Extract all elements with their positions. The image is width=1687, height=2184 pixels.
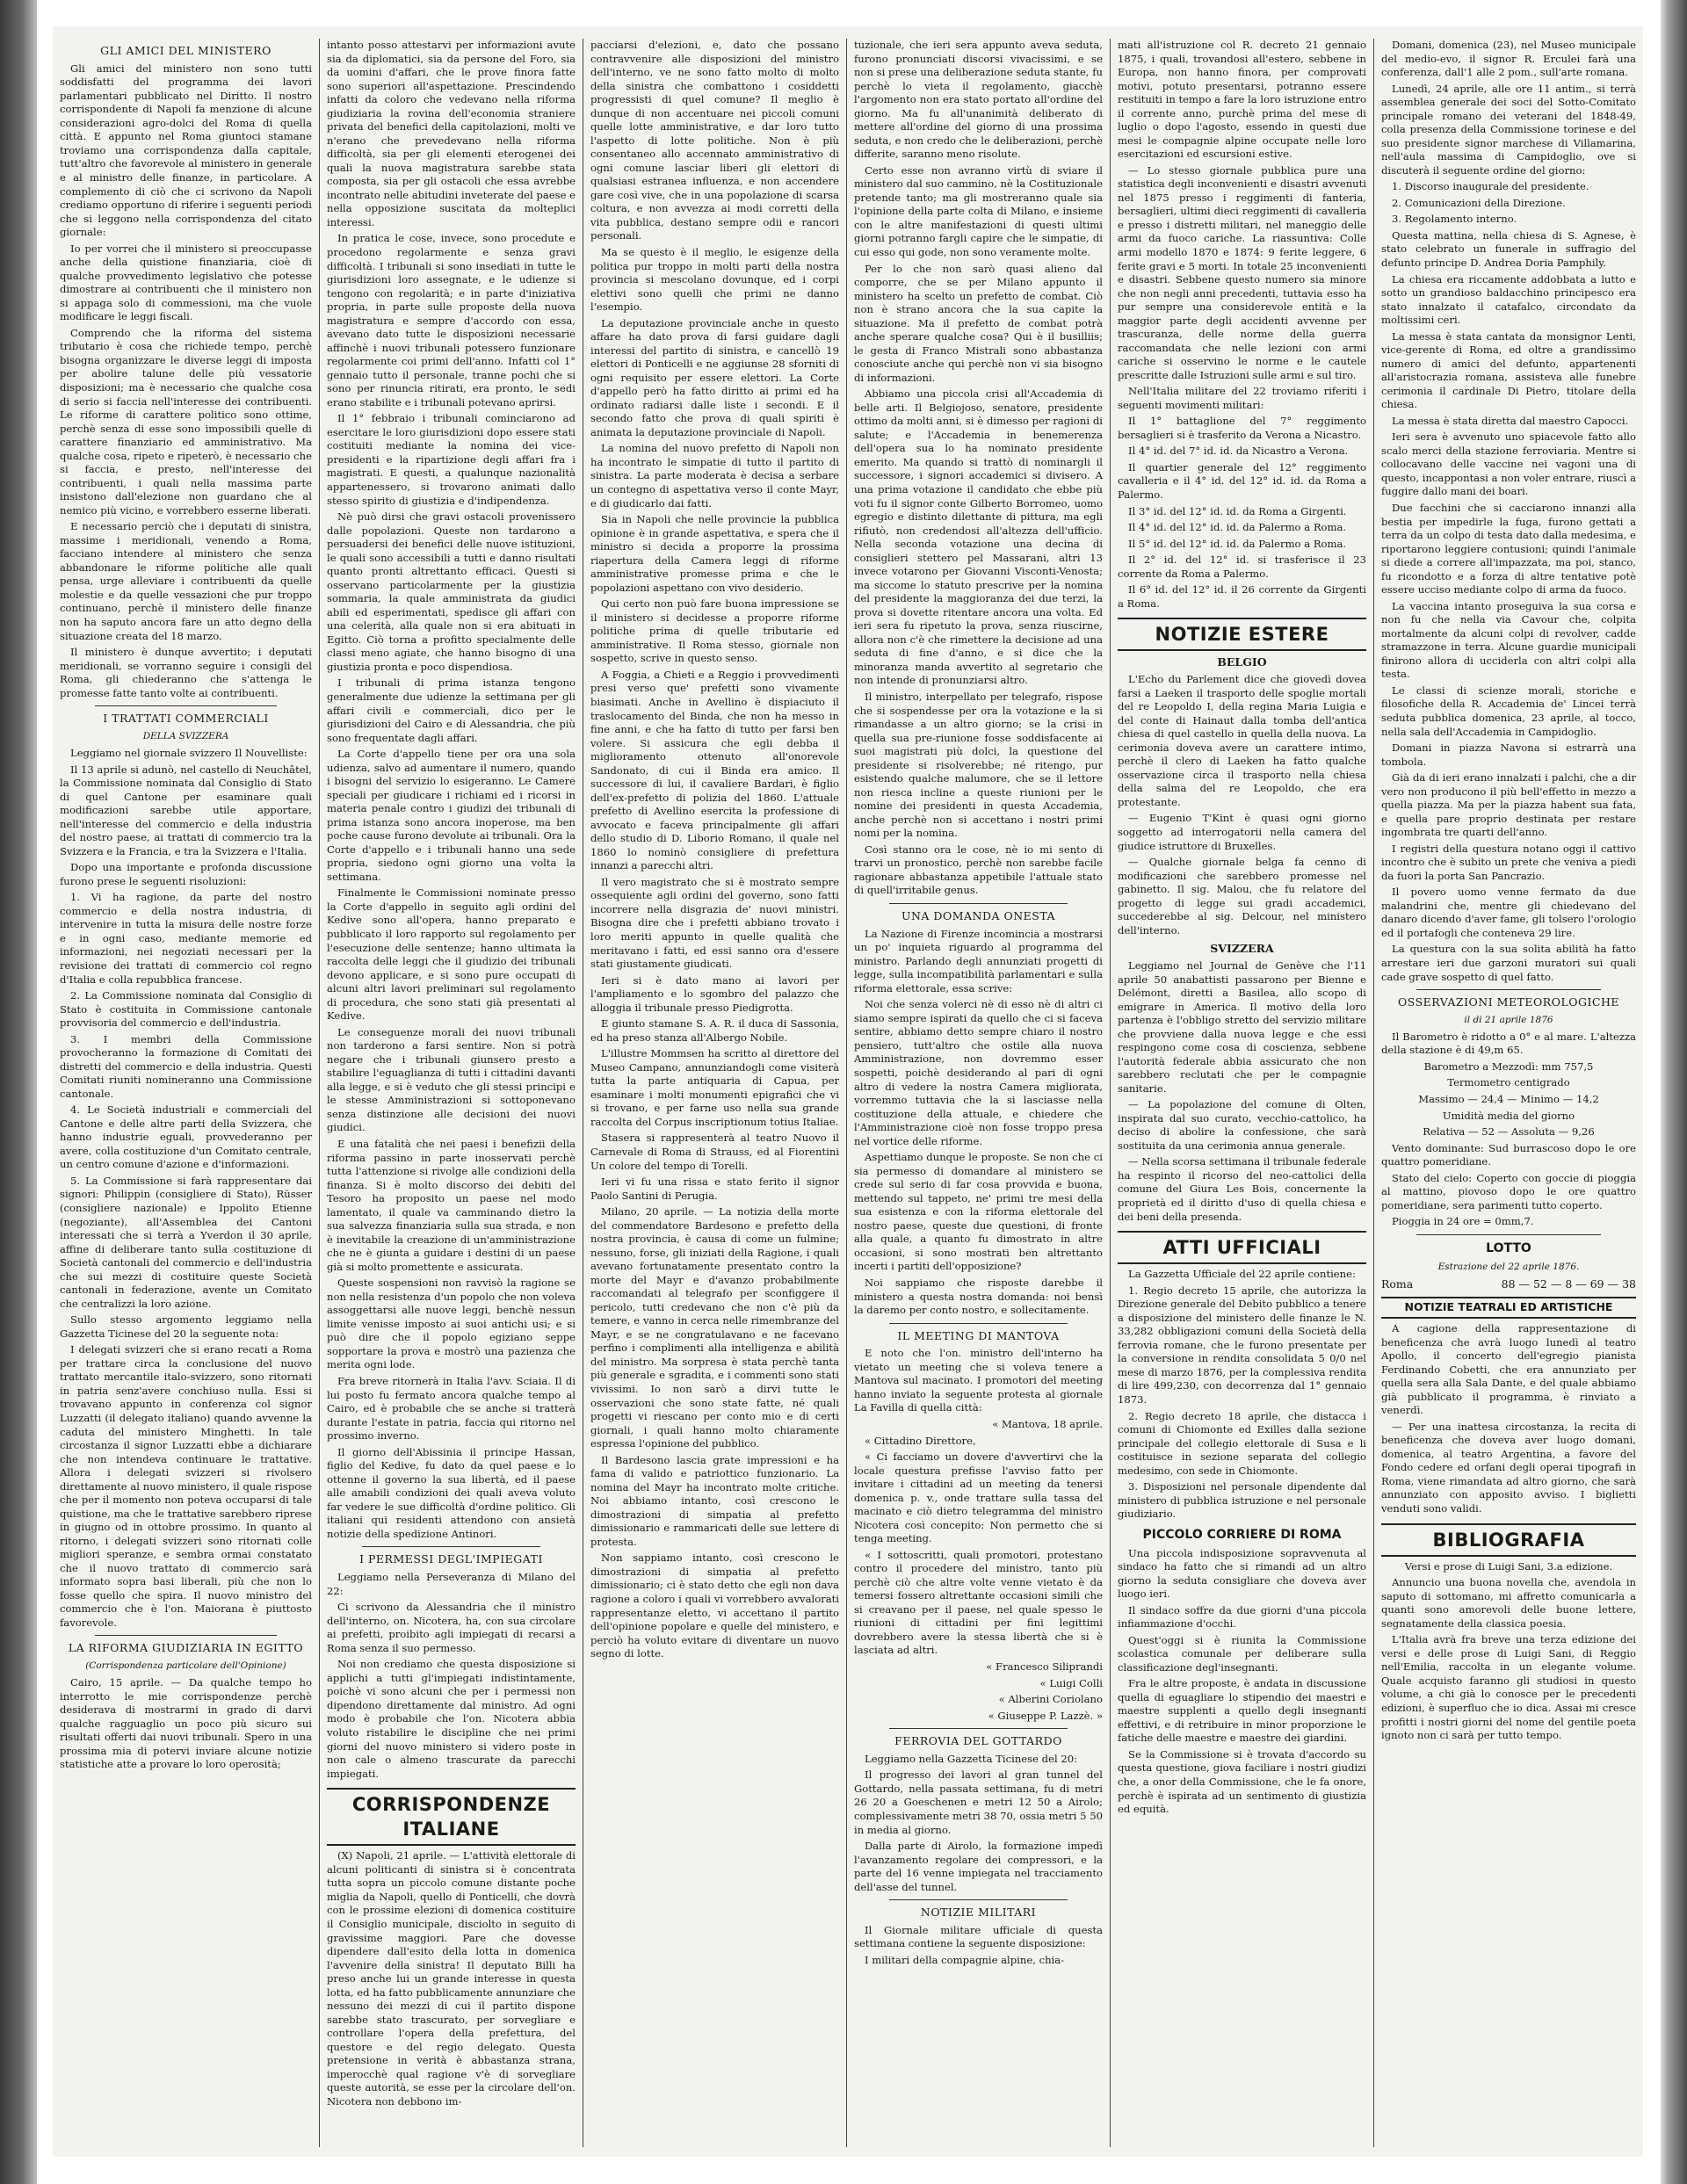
paragraph: Le classi di scienze morali, storiche e filosofiche della R. Accademia de' Lincei terrà seduta pubblica domenica, 23 aprile, al tocco, nella sala dell'Accademia in Campidoglio.	[1381, 683, 1636, 738]
paragraph: Il 1° battaglione del 7° reggimento bersaglieri si è trasferito da Verona a Nicastro.	[1118, 415, 1366, 441]
paragraph: L'Italia avrà fra breve una terza edizione dei versi e delle prose di Luigi Sani, di Reggio nell'Emilia, raccolta in un elegante volume. Quale acquisto faranno gli studiosi in questo volume, a chi già lo conosce per le precedenti edizioni, è superfluo che io dica. Assai mi cresce profitti i nostri giorni del nome del gentile poeta ignoto non ci sarà per tutto tempo.	[1381, 1633, 1636, 1742]
article-heading: I PERMESSI DEGL'IMPIEGATI	[359, 1552, 543, 1566]
paragraph: 1. Vi ha ragione, da parte del nostro commercio e della nostra industria, di intervenire in tutta la misura delle nostre forze e in ogni caso, mediante memorie ed informazioni, nei negoziati necessari per la revisione dei trattati di commercio col regno d'Italia e colla repubblica francese.	[60, 891, 312, 986]
paragraph: Il 5° id. del 12° id. id. da Palermo a Roma.	[1128, 537, 1347, 550]
separator-rule	[889, 1728, 1068, 1729]
paragraph: Non sappiamo intanto, così crescono le dimostrazioni di simpatia al prefetto dimissionario; ci è stato detto che egli non dava ragione a coloro i quali vi vorrebbero avvalorati rappresentanze eletto, vi accettano il partito dell'opinione popolare e quelle del ministero, e perciò ha voluto evitare di diventare un nuovo segno di lotte.	[590, 1551, 839, 1660]
article-heading: GLI AMICI DEL MINISTERO	[100, 44, 272, 57]
paragraph: La nomina del nuovo prefetto di Napoli non ha incontrato le simpatie di tutto il partito di sinistra. La parte moderata è decisa a serbare un contegno di aspettativa verso il conte Mayr, e di giudicarlo dai fatti.	[590, 442, 839, 510]
paragraph: 4. Le Società industriali e commerciali del Cantone e delle altre parti della Svizzera, che hanno industrie eguali, provvederanno per avere, colla costituzione d'un Comitato centrale, un centro comune d'azione e d'informazioni.	[60, 1103, 312, 1171]
article-subheading: DELLA SVIZZERA	[142, 730, 229, 741]
column-1	[53, 39, 320, 2147]
paragraph: La Nazione di Firenze incomincia a mostrarsi un po' inquieta riguardo al programma del ministro. Parlando degli annunziati progetti di legge, sulla incompatibilità parlamentari e sulla riforma elettorale, essa scrive:	[854, 927, 1103, 994]
paragraph: La messa è stata diretta dal maestro Capocci.	[1392, 414, 1629, 427]
paragraph: « I sottoscritti, quali promotori, protestano contro il procedere del ministro, tanto più perchè ciò che altre volte venne vietato è da temersi fossero altrettante occasioni simili che si creavano per il paese, nel quale spesso le riunioni di cittadini per fini legittimi dovrebbero avere la stessa libertà che si è lasciata ad altri.	[854, 1548, 1103, 1657]
article-heading: OSSERVAZIONI METEOROLOGICHE	[1397, 995, 1620, 1009]
paragraph: Se la Commissione si è trovata d'accordo su questa questione, giova faciliare i nostri giudizi che, a onor della Commissione, che le fa onore, perchè è ispirata ad un sentimento di giustizia ed equità.	[1118, 1747, 1366, 1816]
weather-reading: Relativa — 52 — Assoluta — 9,26	[1423, 1125, 1595, 1139]
paragraph: Fra le altre proposte, è andata in discussione quella di eguagliare lo stipendio dei maestri e maestre supplenti a quello degli insegnanti effettivi, e di retribuire in minor proporzione le fatiche delle maestre e maestre dei giardini.	[1118, 1677, 1366, 1745]
paragraph: Il 3° id. del 12° id. id. da Roma a Girgenti.	[1128, 504, 1347, 517]
paragraph: La deputazione provinciale anche in questo affare ha dato prova di farsi guidare dagli interessi del partito di sinistra, e cancellò 19 elettori di Ponticelli e ne aggiunse 28 sforniti di ogni requisito per essere elettori. La Corte d'appello però ha fatto diritto ai primi ed ha ordinato radiarsi dalle liste i secondi. E il secondo fatto che prova di quali spiriti è animata la deputazione provinciale di Napoli.	[590, 316, 839, 438]
paragraph: Due facchini che si cacciarono innanzi alla bestia per impedirle la fuga, furono gettati a terra da un colpo di testa dato dalla medesima, e riportarono leggiere contusioni; quindi l'animale si diede a correre all'impazzata, ma poi, stanco, fu ricondotto e a forza di altre tentative potè essere ucciso mediante colpo di arma da fuoco.	[1381, 502, 1636, 597]
paragraph: Sullo stesso argomento leggiamo nella Gazzetta Ticinese del 20 la seguente nota:	[60, 1313, 312, 1340]
signature: « Alberini Coriolano	[998, 1693, 1103, 1706]
paragraph: Fra breve ritornerà in Italia l'avv. Sciaia. Il di lui posto fu fermato ancora qualche tempo al Cairo, ed è probabile che se anche si tratterà durante l'estate in patria, faccia qui ritorno nel prossimo inverno.	[327, 1375, 576, 1443]
paragraph: Il sindaco soffre da due giorni d'una piccola infiammazione d'occhi.	[1118, 1603, 1366, 1631]
lotto-row	[1381, 1277, 1636, 1292]
weather-label: Termometro centigrado	[1447, 1076, 1570, 1089]
paragraph: 2. Regio decreto 18 aprile, che distacca i comuni di Chiomonte ed Exilles dalla sezione principale del collegio elettorale di Susa e li costituisce in sezione separata del collegio medesimo, con sede in Chiomonte.	[1118, 1409, 1366, 1477]
signature: « Luigi Colli	[1039, 1676, 1103, 1689]
paragraph: Domani in piazza Navona si estrarrà una tombola.	[1381, 741, 1636, 768]
paragraph: Noi che senza volerci nè di esso nè di altri ci siamo sempre ispirati da quello che ci si faceva sentire, abbiamo detto sempre chiaro il nostro pensiero, tutt'altro che ostile alla nuova Amministrazione, non dovremmo esser sospetti, poichè desiderando al pari di ogni altro di vedere la nostra Camera migliorata, vorremmo tuttavia che la si lasciasse nella costituzione della attuale, e chiedere che l'Amministrazione cioè non fosse troppo presa nel vortice delle riforme.	[854, 998, 1103, 1147]
paragraph: Il Bardesono lascia grate impressioni e ha fama di valido e patriottico funzionario. La nomina del Mayr ha incontrato molte critiche. Noi abbiamo intanto, così crescono le dimostrazioni di simpatia al prefetto dimissionario e rammaricati delle sue lettere di protesta.	[590, 1453, 839, 1548]
paragraph: Questa mattina, nella chiesa di S. Agnese, è stato celebrato un funerale in suffragio del defunto principe D. Andrea Doria Pamphily.	[1381, 228, 1636, 269]
paragraph: Milano, 20 aprile. — La notizia della morte del commendatore Bardesono e prefetto della nostra provincia, è causa di come un fulmine; nessuno, forse, gli iniziati della Ragione, i quali avevano fortunatamente presentato contro la morte del Mayr e d'avanzo probabilmente raccomandati al telegrafo per sconfiggere il pericolo, tutti credevano che non c'è più da temere, e vanno in cerca nelle rimembranze del Mayr, e se ne congratulavano e ne facevano perfino i complimenti alla intelligenza e abilità del ministro. Ma sorpresa è stata perchè tanta più generale e sgradita, e i commenti sono stati vivissimi. Io non sarò a dirvi tutte le osservazioni che sono state fatte, né quali progetti vi riescano per conto mio e di certi giornali, i quali hanno molto chiaramente espressa l'opinione del pubblico.	[590, 1205, 839, 1450]
paragraph: E noto che l'on. ministro dell'interno ha vietato un meeting che si voleva tenere a Mantova sul macinato. I promotori del meeting hanno inviato la seguente protesta al giornale La Favilla di quella città:	[854, 1347, 1103, 1414]
section-heading: NOTIZIE ESTERE	[1118, 618, 1366, 651]
paragraph: Il 4° id. del 7° id. id. da Nicastro a Verona.	[1128, 445, 1349, 458]
column-6	[1374, 39, 1643, 2147]
list-item: 2. Comunicazioni della Direzione.	[1392, 196, 1566, 209]
paragraph: Vento dominante: Sud burrascoso dopo le ore quattro pomeridiane.	[1381, 1141, 1636, 1168]
paragraph: Noi non crediamo che questa disposizione si applichi a tutti gl'impiegati indistintamente, poichè vi sono alcuni che per i permessi non dipendono direttamente dal ministro. Ad ogni modo è probabile che l'on. Nicotera abbia voluto ristabilire le discipline che nei primi giorni del nuovo ministero si videro poste in non cale o almeno trascurate da parecchi impiegati.	[327, 1658, 576, 1780]
column-4	[847, 39, 1111, 2147]
newspaper-page	[53, 26, 1643, 2157]
section-heading: NOTIZIE TEATRALI ED ARTISTICHE	[1381, 1297, 1636, 1319]
letter-salutation: « Cittadino Direttore,	[865, 1434, 976, 1447]
paragraph: La chiesa era riccamente addobbata a lutto e sotto un grandioso baldacchino principesco era stato innalzato il catafalco, circondato da moltissimi ceri.	[1381, 272, 1636, 327]
paragraph: I militari della compagnie alpine, chia-	[865, 1954, 1065, 1966]
signature: « Giuseppe P. Lazzè. »	[988, 1709, 1103, 1722]
paragraph: Il 4° id. del 12° id. id. da Palermo a Roma.	[1128, 521, 1347, 534]
paragraph: — Per una inattesa circostanza, la recita di beneficenza che doveva aver luogo domani, domenica, al teatro Argentina, a favore del Fondo cedere ed orfani degli operai tipografi in Roma, viene rimandata ad altro giorno, che sarà annunziato con apposito avviso. I biglietti venduti sono validi.	[1381, 1420, 1636, 1515]
separator-rule	[1416, 989, 1601, 990]
paragraph: Leggiamo nella Perseveranza di Milano del 22:	[327, 1571, 576, 1597]
section-heading: LOTTO	[1486, 1240, 1531, 1255]
paragraph: Una piccola indisposizione sopravvenuta al sindaco ha fatto che si rimandi ad un altro giorno la seduta consigliare che doveva aver luogo ieri.	[1118, 1546, 1366, 1601]
paragraph: L'Echo du Parlement dice che giovedì dovea farsi a Laeken il trasporto delle spoglie mortali del re Leopoldo I, della regina Maria Luigia e del conte di Hainaut dalla tomba dell'antica chiesa di quel castello in quella della nuova. La cerimonia doveva avere un carattere intimo, perchè il clero di Laeken ha fatto qualche osservazione circa il trasporto nella chiesa della salma del re Leopoldo, che era protestante.	[1118, 673, 1366, 808]
signature: « Francesco Siliprandi	[986, 1660, 1103, 1673]
paragraph: 2. La Commissione nominata dal Consiglio di Stato è costituita in Commissione cantonale provvisoria del commercio e dell'industria.	[60, 989, 312, 1030]
paragraph: Il giorno dell'Abissinia il principe Hassan, figlio del Kedive, fu dato da quel paese e lo ottenne il governo la sua libertà, ed il paese alle amabili condizioni dei quali aveva voluto far vedere le sue difficoltà d'ordine politico. Gli italiani qui residenti attendono con ansietà notizie della spedizione Antinori.	[327, 1445, 576, 1540]
separator-rule	[362, 1546, 540, 1547]
paragraph: Nè può dirsi che gravi ostacoli provenissero dalle popolazioni. Queste non tardarono a persuadersi dei benefici delle nuove istituzioni, le quali sono accessibili a tutti e danno risultati quanto pronti altrettanto efficaci. Questi si osservano particolarmente per la giustizia sommaria, la quale amministrata da giudici abili ed esperimentati, spedisce gli affari con una celerità, alla quale non si era abituati in Egitto. Ciò torna a profitto specialmente delle classi meno agiate, che hanno bisogno di una giustizia pronta e poco dispendiosa.	[327, 510, 576, 673]
separator-rule	[889, 1323, 1068, 1324]
paragraph: intanto posso attestarvi per informazioni avute sia da diplomatici, sia da persone del Foro, sia da uomini d'affari, che le prove finora fatte sono superiori all'aspettazione. Prescindendo infatti da coloro che vedevano nella riforma giudiziaria la rovina dell'economia straniere privata del benefici della capitolazioni, molti ve n'erano che prevedevano nella riforma difficoltà, sia per gli elementi eterogenei dei quali la nuova magistratura sarebbe stata composta, sia per gli ostacoli che essa avrebbe incontrato nelle abitudini inveterate del paese e nella opposizione suscitata da molteplici interessi.	[327, 39, 576, 228]
article-heading: FERROVIA DEL GOTTARDO	[894, 1734, 1062, 1748]
paragraph: La Gazzetta Ufficiale del 22 aprile contiene:	[1128, 1268, 1356, 1281]
paragraph: E giunto stamane S. A. R. il duca di Sassonia, ed ha preso stanza all'Albergo Nobile.	[590, 1017, 839, 1044]
paragraph: Queste sospensioni non ravvisò la ragione se non nella resistenza d'un popolo che non voleva assoggettarsi alle nuove leggi, benchè nessun limite venisse imposto ai suoi antichi usi; e si può dire che il popolo egiziano seppe sopportare la prova e mostrò una pazienza che merita ogni lode.	[327, 1276, 576, 1371]
paragraph: A cagione della rappresentazione di beneficenza che avrà luogo lunedì al teatro Apollo, il concerto dell'egregio pianista Ferdinando Cobetti, che era annunziato per quella sera alla Sala Dante, e del quale abbiamo già pubblicato il programma, è rinviato a venerdì.	[1381, 1322, 1636, 1417]
paragraph: Certo esse non avranno virtù di sviare il ministero dal suo cammino, nè la Costituzionale pretende tanto; ma gli mostreranno quale sia l'opinione della parte colta di Milano, e insieme con le altre manifestazioni di questi ultimi giorni potranno fargli capire che le simpatie, di cui esso qui gode, non sono veramente molte.	[854, 163, 1103, 258]
lotto-city: Roma	[1381, 1276, 1414, 1291]
scan-left-edge	[0, 0, 37, 2184]
paragraph: Il ministro, interpellato per telegrafo, rispose che si sospendesse per ora la votazione e la si rimandasse a un altro giorno; se la crisi in quella sua pre-riunione fosse soddisfacente ai suoi magistrati più dolci, la questione del presidente si risolverebbe; né ritengo, pur esistendo qualche malumore, che se il lettore non riesca incline a queste riunioni per le nomine dei presidenti in questa Accademia, anche perchè non si accettano i nostri primi nomi per la nomina.	[854, 690, 1103, 840]
section-heading: ATTI UFFICIALI	[1118, 1231, 1366, 1264]
paragraph: Il 13 aprile si adunò, nel castello di Neuchâtel, la Commissione nominata dal Consiglio di Stato di quel Cantone per esaminare quali modificazioni sarebbe utile apportare, nell'interesse del commercio e della industria del nostro paese, ai trattati di commercio tra la Svizzera e la Francia, e tra la Svizzera e l'Italia.	[60, 763, 312, 857]
paragraph: Comprendo che la riforma del sistema tributario è cosa che richiede tempo, perchè bisogna organizzare le diverse leggi di imposta per abolire talune delle più vessatorie disposizioni; ma è necessario che qualche cosa di serio si faccia nell'interesse dei contribuenti. Le riforme di carattere politico sono ottime, perchè senza di esse sono impossibili quelle di carattere finanziario ed amministrativo. Ma qualche cosa, ripeto e ripeterò, è necessario che si faccia, e presto, nell'interesse dei contribuenti, i quali nella massima parte insistono dall'elezione non guardano che al nemico più vicino, e vorrebbero esserne liberati.	[60, 326, 312, 517]
paragraph: L'illustre Mommsen ha scritto al direttore del Museo Campano, annunziandogli come visiterà tutta la parte antiquaria di Capua, per esaminare i molti monumenti epigrafici che vi si trovano, e per farne uso nella sua grande raccolta del Corpus inscriptionum totius Italiae.	[590, 1047, 839, 1128]
paragraph: Il 1° febbraio i tribunali cominciarono ad esercitare le loro giurisdizioni dopo essere stati costituiti mediante la nomina dei vice-presidenti e la ripartizione degli affari fra i magistrati. E questi, a qualunque nazionalità appartenessero, si trovarono animati dallo stesso spirito di giustizia e d'indipendenza.	[327, 412, 576, 507]
paragraph: La questura con la sua solita abilità ha fatto arrestare ieri due garzoni muratori sui quali cade grave sospetto di quel fatto.	[1381, 943, 1636, 983]
paragraph: I delegati svizzeri che si erano recati a Roma per trattare circa la conclusione del nuovo trattato mercantile italo-svizzero, sono ritornati in patria senz'avere conchiuso nulla. Essi si trovavano appunto in conferenza col signor Luzzatti (il delegato italiano) quando avvenne la caduta del ministero Minghetti. In tale circostanza il signor Luzzatti ebbe a dichiarare che non intendeva continuare le trattative. Allora i delegati svizzeri si rivolsero direttamente al nuovo ministero, il quale rispose che per il momento non poteva occuparsi di tale quistione, ma che le trattative sarebbero riprese in giugno od in ottobre prossimo. In quanto al ritorno, i delegati svizzeri sono ritornati colle migliori speranze, e sembra ormai constatato che il nuovo trattato di commercio sarà informato sopra basi liberali, più che non lo fosse quello che spira. Il nuovo ministro del commercio che è l'on. Maiorana è piuttosto favorevole.	[60, 1343, 312, 1629]
paragraph: Leggiamo nella Gazzetta Ticinese del 20:	[865, 1752, 1077, 1765]
separator-rule	[889, 1899, 1068, 1900]
country-heading: SVIZZERA	[1210, 942, 1274, 956]
paragraph: Gli amici del ministero non sono tutti soddisfatti del programma dei lavori parlamentari pubblicato nel Diritto. Il nostro corrispondente di Napoli fa menzione di alcune considerazioni agro-dolci del Roma di quella città. E appunto nel Roma giuntoci stamane troviamo una corrispondenza dalla capitale, tutt'altro che favorevole al ministero in generale e al ministro delle finanze, in particolare. A complemento di ciò che ci scrivono da Napoli crediamo opportuno di riferire i seguenti periodi che si leggono nella corrispondenza del citato giornale:	[60, 61, 312, 239]
paragraph: 1. Regio decreto 15 aprile, che autorizza la Direzione generale del Debito pubblico a tenere a disposizione del ministero delle finanze le N. 33,282 obbligazioni comuni della Società della ferrovia romane, che le furono presentate per la conversione in rendita consolidata 5 0/0 nel mese di marzo 1876, per la complessiva rendita di lire 499,230, con decorrenza dal 1° gennaio 1873.	[1118, 1284, 1366, 1406]
paragraph: Aspettiamo dunque le proposte. Se non che ci sia permesso di domandare al ministero se crede sul serio di far cosa provvida e buona, mettendo sul tappeto, ne' primi tre mesi della sua esistenza e con la riforma elettorale del nostro paese, queste due questioni, di fronte alla quale, a quanto fu dimostrato in altre occasioni, si sono mostrati ben altrettanto incerti i partiti dell'opposizione?	[854, 1151, 1103, 1273]
paragraph: Abbiamo una piccola crisi all'Accademia di belle arti. Il Belgiojoso, senatore, presidente ottimo da molti anni, si è dimesso per ragioni di salute; e l'Accademia in benemerenza dell'opera sua lo ha nominato presidente emerito. Ma quando si trattò di nominargli il successore, i signori accademici si divisero. A una prima votazione il candidato che ebbe più voti fu il signor conte Gilberto Borromeo, uomo egregio e distinto dilettante di pittura, ma egli rifiutò, non credendosi all'altezza dell'ufficio. Nella seconda votazione una decina di consiglieri stettero pel Massarani, altri 13 invece votarono per Giovanni Visconti-Venosta; ma siccome lo statuto prescrive per la nomina del presidente la maggioranza dei due terzi, la prova si dovette ritentare ancora una volta. Ed ieri sera fu ripetuto la prova, senza riuscirne, allora non c'è che rimettere la decisione ad una seduta di fine d'anno, e si dice che la minoranza manda avvertito al segretario che non intende di pronunziarsi altro.	[854, 387, 1103, 687]
paragraph: Il progresso dei lavori al gran tunnel del Gottardo, nella passata settimana, fu di metri 26 20 a Goeschenen e metri 12 50 a Airolo; complessivamente metri 38 70, ossia metri 5 50 in media al giorno.	[854, 1768, 1103, 1836]
paragraph: Leggiamo nel giornale svizzero Il Nouvelliste:	[70, 747, 308, 759]
paragraph: Pioggia in 24 ore = 0mm,7.	[1392, 1215, 1534, 1228]
paragraph: Il Barometro è ridotto a 0° e al mare. L'altezza della stazione è di 49,m 65.	[1381, 1030, 1636, 1057]
letter-date: « Mantova, 18 aprile.	[992, 1417, 1103, 1430]
separator-rule	[889, 903, 1068, 904]
paragraph: Il 6° id. del 12° id. il 26 corrente da Girgenti a Roma.	[1118, 583, 1366, 610]
paragraph: La messa è stata cantata da monsignor Lenti, vice-gerente di Roma, ed oltre a grandissimo numero di amici del defunto, appartenenti all'aristocrazia romana, assisteva alle funebre cerimonia il cardinale Di Pietro, titolare della chiesa.	[1381, 329, 1636, 411]
article-subheading: (Corrispondenza particolare dell'Opinione)	[85, 1660, 286, 1672]
article-heading: NOTIZIE MILITARI	[920, 1906, 1037, 1920]
section-heading: BIBLIOGRAFIA	[1381, 1523, 1636, 1557]
paragraph: — Eugenio T'Kint è quasi ogni giorno soggetto ad interrogatorii nella camera del giudice istruttore di Bruxelles.	[1118, 812, 1366, 852]
list-item: 1. Discorso inaugurale del presidente.	[1392, 180, 1589, 193]
paragraph: I registri della questura notano oggi il cattivo incontro che è subito un prete che veniva a piedi da fuori la porta San Pancrazio.	[1381, 842, 1636, 882]
separator-rule	[95, 1635, 277, 1636]
paragraph: mati all'istruzione col R. decreto 21 gennaio 1875, i quali, trovandosi all'estero, sebbene in Europa, non hanno finora, per comprovati motivi, potuto presentarsi, potranno essere restituiti in tempo a fare la loro istruzione entro il corrente anno, purchè prima del mese di luglio o dopo l'agosto, essendo in questi due mesi le compagnie alpine occupate nelle loro esercitazioni ed escursioni estive.	[1118, 39, 1366, 161]
paragraph: — La popolazione del comune di Olten, inspirata dal suo curato, vecchio-cattolico, ha deciso di abolire la confessione, che sarà sostituita da una cerimonia annua generale.	[1118, 1098, 1366, 1152]
paragraph: Il ministero è dunque avvertito; i deputati meridionali, se vorranno seguire i consigli del Roma, gli chiederanno che s'attenga le promesse fatte tanto volte ai contribuenti.	[60, 646, 312, 699]
column-2	[320, 39, 583, 2147]
paragraph: 3. I membri della Commissione provocheranno la formazione di Comitati dei distretti del commercio e della industria. Questi Comitati riuniti nomineranno una Commissione cantonale.	[60, 1032, 312, 1100]
lotto-numbers: 88 — 52 — 8 — 69 — 38	[1501, 1276, 1636, 1291]
paragraph: Già da di ieri erano innalzati i palchi, che a dir vero non producono il più bell'effetto in mezzo a quella piazza. Ma per la piazza habent sua fata, e quella pare proprio destinata per restare ingombrata tre quarti dell'anno.	[1381, 771, 1636, 839]
paragraph: — Qualche giornale belga fa cenno di modificazioni che sarebbero promesse nel gabinetto. Il sig. Malou, che fu relatore del progetto di legge sui gradi accademici, succederebbe al sig. Delcour, nel ministero dell'interno.	[1118, 856, 1366, 937]
paragraph: Annuncio una buona novella che, avendola in saputo di sottomano, mi affretto comunicarla a quanti sono amorevoli delle buone lettere, segnatamente della classica poesia.	[1381, 1576, 1636, 1630]
paragraph: La Corte d'appello tiene per ora una sola udienza, salvo ad aumentare il numero, quando i bisogni del servizio lo esigeranno. Le Camere speciali per giudicare i richiami ed i ricorsi in materia penale contro i giudizi dei tribunali di prima istanza sono ancora inoperose, ma ben poche cause furono devolute ai tribunali. Ora la Corte d'appello e i tribunali hanno una sede propria, siedono ogni giorno una volta la settimana.	[327, 748, 576, 883]
country-heading: BELGIO	[1217, 655, 1267, 669]
paragraph: Ieri si è dato mano ai lavori per l'ampliamento e lo sgombro del palazzo che alloggia il tribunale presso Piedigrotta.	[590, 973, 839, 1014]
separator-rule	[1416, 1234, 1601, 1235]
paragraph: E una fatalità che nei paesi i benefizii della riforma passino in parte inosservati perchè tutta l'attenzione si rivolge alle condizioni della finanza. Si è molto discorso dei debiti del Tesoro ha proposito un paese nel modo lamentato, il quale va camminando dietro la sua salvezza finanziaria sulla sua strada, e non è inevitabile la creazione di un'amministrazione che ne è giunta a guidare i destini di un paese già si molto promettente e assicurata.	[327, 1137, 576, 1273]
weather-reading: Massimo — 24,4 — Minimo — 14,2	[1418, 1093, 1599, 1105]
paragraph: Lunedì, 24 aprile, alle ore 11 antim., si terrà assemblea generale dei soci del Sotto-Comitato principale romano dei veterani del 1848-49, colla presenza della Commissione torinese e del suo presidente signor marchese di Villamarina, nell'aula massima di Campidoglio, ove si discuterà il seguente ordine del giorno:	[1381, 82, 1636, 177]
paragraph: pacciarsi d'elezioni, e, dato che possano contravvenire alle disposizioni del ministro dell'interno, ve ne sono fatto molto di molto della sinistra che combattono i cosiddetti progressisti di quel comune? Il meglio è dunque di non accentuare nei piccoli comuni quelle lotte amministrative, e dar loro tutto l'aspetto di lotte politiche. Non è più consentaneo allo accennato amministrativo di ogni comune lasciar liberi gli elettori di qualsiasi estranea influenza, e non accendere gare così vive, che in una popolazione di scarsa coltura, e non avvezza ai modi corretti della vita pubblica, destano sempre odii e rancori personali.	[590, 39, 839, 242]
weather-label: Umidità media del giorno	[1442, 1109, 1575, 1122]
article-heading: I TRATTATI COMMERCIALI	[103, 712, 269, 726]
scan-right-edge	[1661, 0, 1687, 2184]
paragraph: Dalla parte di Airolo, la formazione impedì l'avanzamento regolare dei compressori, e la parte del 16 venne impiegata nel tracciamento dell'asse del tunnel.	[854, 1840, 1103, 1893]
paragraph: Il povero uomo venne fermato da due malandrini che, mentre gli chiedevano del danaro dicendo d'aver fame, gli tolsero l'orologio ed il portafogli che conteneva 29 lire.	[1381, 886, 1636, 939]
paragraph: Nell'Italia militare del 22 troviamo riferiti i seguenti movimenti militari:	[1118, 385, 1366, 411]
paragraph: Ma se questo è il meglio, le esigenze della politica pur troppo in molti parti della nostra provincia si mescolano dovunque, ed i corpi elettivi sono quelli che primi ne danno l'esempio.	[590, 245, 839, 314]
article-subheading: Estrazione del 22 aprile 1876.	[1437, 1261, 1580, 1272]
paragraph: Ci scrivono da Alessandria che il ministro dell'interno, on. Nicotera, ha, con sua circolare ai prefetti, proibito agli impiegati di recarsi a Roma senza il suo permesso.	[327, 1601, 576, 1654]
paragraph: Quest'oggi si è riunita la Commissione scolastica comunale per deliberare sulla classificazione degl'insegnanti.	[1118, 1633, 1366, 1674]
paragraph: A Foggia, a Chieti e a Reggio i provvedimenti presi verso que' prefetti sono vivamente biasimati. Anche in Avellino è dispiaciuto il traslocamento del Binda, che non ha messo in fine anni, e che ha fatto di tutto per farsi ben volere. Si assicura che egli debba il miglioramento ottenuto all'onorevole Sandonato, di cui il Binda era amico. Il successore di lui, il cavaliere Bardari, è figlio dell'ex-prefetto di polizia del 1860. L'attuale prefetto di Avellino esercita la professione di avvocato e faceva principalmente gli affari dello studio di D. Liborio Romano, il quale nel 1860 lo nominò consigliere di prefettura innanzi a parecchi altri.	[590, 668, 839, 872]
paragraph: 3. Disposizioni nel personale dipendente dal ministero di pubblica istruzione e nel personale giudiziario.	[1118, 1480, 1366, 1521]
paragraph: Per lo che non sarò quasi alieno dal comporre, che se per Milano appunto il ministero ha scelto un prefetto de combat. Ciò non è strano ancora che la sua capite la situazione. Ma il prefetto de combat potrà anche sperare qualche cosa? Qui è il busilliis; le gesta di Franco Mistrali sono abbastanza conosciute anche qui perchè non vi sia bisogno di informazioni.	[854, 262, 1103, 384]
weather-reading: Barometro a Mezzodì: mm 757,5	[1423, 1059, 1594, 1073]
paragraph: Ieri vi fu una rissa e stato ferito il signor Paolo Santini di Perugia.	[590, 1175, 839, 1202]
paragraph: Sia in Napoli che nelle provincie la pubblica opinione è in grande aspettativa, e spera che il ministro si decida a proporre la prossima riapertura della Camera leggi di riforme amministrative promesse prima e che le popolazioni aspettano con vivo desiderio.	[590, 513, 839, 594]
paragraph: « Ci facciamo un dovere d'avvertirvi che la locale questura prefisse l'avviso fatto per invitare i cittadini ad un meeting da tenersi domenica p. v., onde trattare sulla tassa del macinato e ciò dietro telegramma del ministro Nicotera così concepito: Non permetto che si tenga meeting.	[854, 1450, 1103, 1545]
paragraph: Dopo una importante e profonda discussione furono prese le seguenti risoluzioni:	[60, 861, 312, 887]
paragraph: La vaccina intanto proseguiva la sua corsa e non fu che nella via Cavour che, colpita mortalmente da alcuni colpi di revolver, cadde stramazzone in terra. Alcune guardie municipali finirono allora di ucciderla con altri colpi alla testa.	[1381, 599, 1636, 681]
paragraph: E necessario perciò che i deputati di sinistra, massime i meridionali, venendo a Roma, facciano intendere al ministero che senza abbandonare le riforme politiche alle quali pensa, urge alleviare i contribuenti da quelle molestie e da quelle vessazioni che pur troppo continuano, perchè il ministero delle finanze non ha saputo ancora fare un atto degno della situazione creata del 18 marzo.	[60, 520, 312, 642]
article-heading: IL MEETING DI MANTOVA	[897, 1328, 1060, 1342]
paragraph: In pratica le cose, invece, sono procedute e procedono regolarmente e senza gravi difficoltà. I tribunali si sono insediati in tutte le giurisdizioni loro assegnate, e le udienze si tengono con regolarità; e in parte d'iniziativa propria, in parte sulle proposte della nuova magistratura e sempre d'accordo con essa, avevano dato tutte le disposizioni necessarie affinchè i nuovi tribunali potessero funzionare regolarmente coi primi dell'anno. Infatti col 1° gennaio tutto il personale, tranne pochi che si sono per rinuncia ritirati, era pronto, le sedi erano stabilite e i tribunali potevano aprirsi.	[327, 232, 576, 409]
column-5	[1111, 39, 1374, 2147]
paragraph: Il Giornale militare ufficiale di questa settimana contiene la seguente disposizione:	[854, 1923, 1103, 1950]
paragraph: — Lo stesso giornale pubblica pure una statistica degli inconvenienti e disastri avvenuti nel 1875 presso i reggimenti di fanteria, bersaglieri, ultimi dieci reggimenti di cavalleria e presso i distretti militari, nel maneggio delle armi da fuoco cariche. La riassuntiva: Colle armi modello 1870 e 1874: 9 ferite leggere, 6 ferite gravi e 5 morti. In totale 25 inconvenienti e disastri. Sebbene questo numero sia minore che non negli anni precedenti, tuttavia esso ha pur sempre una considerevole entità e la maggior parte degli accidenti avvenne per trascuranza, delle norme della guerra raccomandata che nelle lezioni con armi cariche si osservino le norme e le cautele prescritte dalle Istruzioni sulle armi e sul tiro.	[1118, 163, 1366, 381]
paragraph: I tribunali di prima istanza tengono generalmente due udienze la settimana per gli affari civili e commerciali, dico per le giurisdizioni del Cairo e di Alessandria, che più sono frequentate dagli affari.	[327, 676, 576, 744]
paragraph: Domani, domenica (23), nel Museo municipale del medio-evo, il signor R. Erculei farà una conferenza, dall'1 alle 2 pom., sull'arte romana.	[1381, 39, 1636, 79]
article-heading: UNA DOMANDA ONESTA	[901, 908, 1056, 922]
paragraph: — Nella scorsa settimana il tribunale federale ha respinto il ricorso del neo-cattolici della comune del Giura Les Bois, concernente la proprietà ed il diritto d'uso di quella chiesa e dei beni della presenda.	[1118, 1155, 1366, 1223]
list-item: 3. Regolamento interno.	[1392, 213, 1517, 226]
paragraph: Leggiamo nel Journal de Genève che l'11 aprile 50 anabattisti passarono per Bienne e Delémont, diretti a Basilea, allo scopo di emigrare in America. Il motivo della loro partenza è l'obbligo stretto del servizio militare che provviene dalla nuova legge e che essi respingono come cosa di coscienza, sebbene l'autorità federale abbia assicurato che non sarebbero reclutati che per le compagnie sanitarie.	[1118, 958, 1366, 1095]
paragraph: Qui certo non può fare buona impressione se il ministero si decidesse a proporre riforme politiche prima di quelle tributarie ed amministrative. Il Roma stesso, giornale non sospetto, scrive in questo senso.	[590, 597, 839, 665]
article-heading: LA RIFORMA GIUDIZIARIA IN EGITTO	[68, 1641, 304, 1655]
paragraph: Cairo, 15 aprile. — Da qualche tempo ho interrotto le mie corrispondenze perchè desiderava di mostrarmi in grado di darvi qualche ragguaglio un poco più sicuro sui risultati offerti dai nuovi tribunali. Spero in una prossima mia di potervi inviare alcune notizie statistiche atte a provare lo loro operosità;	[60, 1676, 312, 1771]
paragraph: Noi sappiamo che risposte darebbe il ministero a questa nostra domanda: noi bensì la daremo per conto nostro, e sollecitamente.	[854, 1276, 1103, 1317]
paragraph: 5. La Commissione si farà rappresentare dai signori: Philippin (consigliere di Stato), Rüsser (consigliere nazionale) e Ippolito Etienne (negoziante), all'Assemblea dei Cantoni interessati che si terrà a Yverdon il 30 aprile, affine di deliberare tanto sulla costituzione di Società cantonali del commercio e dell'industria che sui mezzi di costituire queste Società cantonali in federazione, avente un Comitato che centralizzi la loro azione.	[60, 1174, 312, 1310]
paragraph: Io per vorrei che il ministero si preoccupasse anche della quistione finanziaria, cioè di qualche provvedimento legislativo che potesse dimostrare ai contribuenti che il ministero non si appaga solo di commessioni, ma che vuole modificare le leggi fiscali.	[60, 242, 312, 323]
column-container	[53, 39, 1643, 2147]
paragraph: Così stanno ora le cose, nè io mi sento di trarvi un pronostico, perchè non sarebbe facile ragionare abbastanza appetibile l'attuale stato di quell'irritabile genus.	[854, 843, 1103, 897]
paragraph: Le conseguenze morali dei nuovi tribunali non tarderono a farsi sentire. Non si potrà negare che i tribunali giunsero presto a stabilire l'eguaglianza di tutti i cittadini davanti alla legge, e si è veduto che gli stessi principi e le stesse Amministrazioni si sottoponevano senza distinzione alle decisioni dei nuovi giudici.	[327, 1025, 576, 1134]
paragraph: Il quartier generale del 12° reggimento cavalleria e il 4° id. del 12° id. id. da Roma a Palermo.	[1118, 460, 1366, 501]
column-3	[583, 39, 847, 2147]
paragraph: (X) Napoli, 21 aprile. — L'attività elettorale di alcuni politicanti di sinistra si è concentrata tutta sopra un piccolo comune distante poche miglia da Napoli, quello di Ponticelli, che dovrà con le prossime elezioni di domenica costituire il Consiglio municipale, disciolto in seguito di gravissime maggiori. Pare che dovesse dipendere dall'esito della lotta in domenica l'avvenire della sinistra! Il deputato Billi ha preso anche lui un grande interesse in questa lotta, ed ha fatto pubblicamente annunziare che nessuno dei mezzi di cui il partito dispone sarebbe stato trascurato, per sorvegliare e controllare l'opera della prefettura, del questore e del regio delegato. Questa pretensione in verità è abbastanza strana, imperocchè qual ragione v'è di sorvegliare queste autorità, se esse per la circolare dell'on. Nicotera non debbono im-	[327, 1849, 576, 2108]
paragraph: Il vero magistrato che si è mostrato sempre ossequiente agli ordini del governo, sono fatti incorrere nella disgrazia de' nuovi ministri. Bisogna dire che i prefetti abbiano trovato i loro meriti appunto in quelle qualità che meritavano i fatti, ed essi sanno ora d'essere stati giustamente giudicati.	[590, 875, 839, 971]
section-heading: CORRISPONDENZE ITALIANE	[327, 1788, 576, 1846]
paragraph: Finalmente le Commissioni nominate presso la Corte d'appello in seguito agli ordini del Kedive sono all'opera, hanno preparato e pubblicato il loro rapporto sul regolamento per l'esecuzione delle sentenze; hanno ultimata la raccolta delle leggi che il giudizio dei tribunali devono applicare, e si sono pure occupati di alcuni altri lavori preliminari sul regolamento di procedura, che sono stati già presentati al Kedive.	[327, 886, 576, 1023]
paragraph: tuzionale, che ieri sera appunto aveva seduta, furono pronunciati discorsi vivacissimi, e se non si prese una deliberazione seduta stante, fu perchè lo vieta il regolamento, giacchè l'argomento non era stato portato all'ordine del giorno. Ma fu all'unanimità deliberato di mettere all'ordine del giorno di una prossima seduta, e non credo che le deliberazioni, perchè differite, saranno meno risolute.	[854, 39, 1103, 161]
paragraph: Stasera si rappresenterà al teatro Nuovo il Carnevale di Roma di Strauss, ed al Fiorentini Un colore del tempo di Torelli.	[590, 1132, 839, 1172]
paragraph: Il 2° id. del 12° id. si trasferisce il 23 corrente da Roma a Palermo.	[1118, 553, 1366, 580]
book-title: Versi e prose di Luigi Sani, 3.a edizione.	[1404, 1559, 1613, 1573]
paragraph: Stato del cielo: Coperto con goccie di pioggia al mattino, piovoso dopo le ore quattro pomeridiane, sera parimenti tutto coperto.	[1381, 1171, 1636, 1211]
section-heading: PICCOLO CORRIERE DI ROMA	[1142, 1527, 1342, 1542]
article-subheading: il di 21 aprile 1876	[1464, 1014, 1553, 1025]
paragraph: Ieri sera è avvenuto uno spiacevole fatto allo scalo merci della stazione ferroviaria. Mentre si collocavano delle vaccine nei vagoni una di questo, incappontasi a non voler entrare, riuscì a fuggire dallo mani dei boari.	[1381, 430, 1636, 498]
separator-rule	[95, 705, 277, 706]
